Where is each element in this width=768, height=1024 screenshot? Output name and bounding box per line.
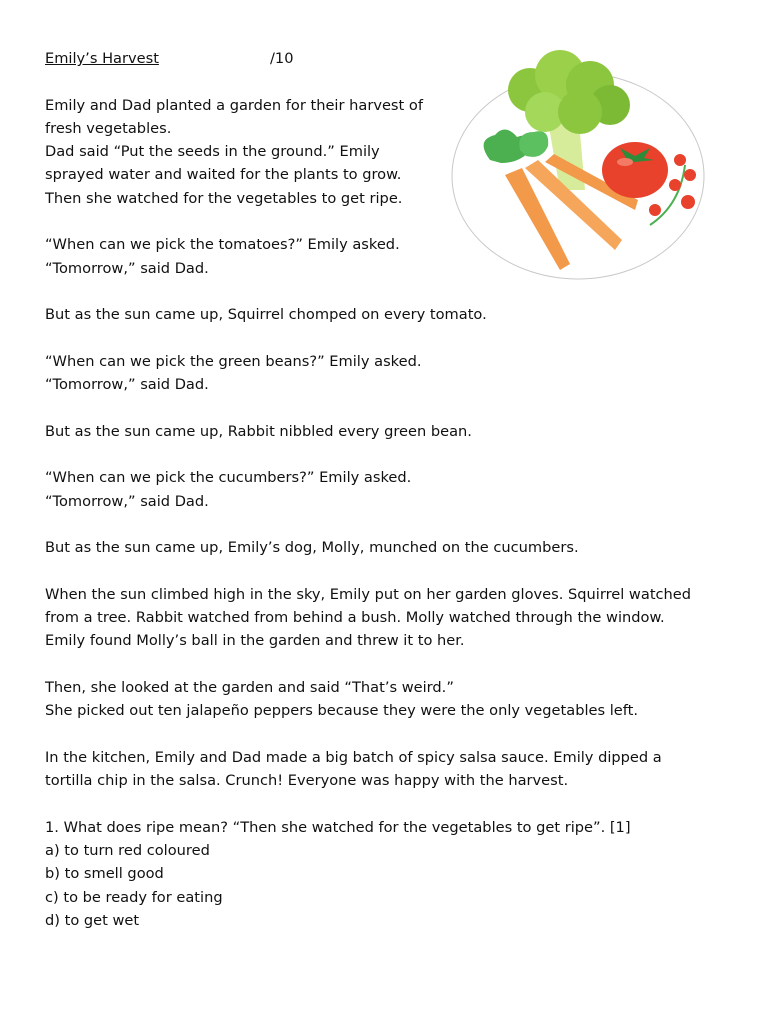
question-prompt: 1. What does ripe mean? “Then she watched for the vegetables to get ripe”. [1] [45,818,631,836]
story-paragraph [45,746,735,793]
story-paragraph [45,536,735,559]
spacer [45,396,735,419]
story-line: from a tree. Rabbit watched from behind a bush. Molly watched through the window. [45,609,665,627]
story-line: Dad said “Put the seeds in the ground.” Emily [45,143,380,161]
story-line: “When can we pick the tomatoes?” Emily asked. [45,236,400,254]
story-line: But as the sun came up, Squirrel chomped on every tomato. [45,306,487,324]
story-paragraph [45,303,735,326]
story-line: “When can we pick the green beans?” Emily asked. [45,352,422,370]
answer-option: a) to turn red coloured [45,842,210,860]
story-paragraph [45,676,735,723]
story-paragraph [45,420,735,443]
answer-option: d) to get wet [45,911,140,929]
story-line: Then, she looked at the garden and said “That’s weird.” [45,679,454,697]
spacer [45,723,735,746]
story-line: sprayed water and waited for the plants to grow. [45,166,402,184]
spacer [45,443,735,466]
spacer [45,560,735,583]
story-paragraph [45,466,735,513]
answer-option: c) to be ready for eating [45,888,223,906]
story-line: Emily and Dad planted a garden for their harvest of [45,96,423,114]
story-paragraph [45,350,735,397]
story-line: Emily found Molly’s ball in the garden and threw it to her. [45,632,465,650]
answer-option: b) to smell good [45,865,164,883]
tomato-icon [602,142,668,198]
story-paragraph [45,583,735,653]
story-line: fresh vegetables. [45,119,172,137]
answer-options [45,839,735,932]
spacer [45,327,735,350]
spacer [45,513,735,536]
spacer [45,793,735,816]
worksheet-title: Emily’s Harvest [45,50,159,67]
score-field: /10 [270,50,294,67]
story-line: When the sun climbed high in the sky, Emily put on her garden gloves. Squirrel watched [45,585,692,603]
vegetable-plate-illustration [450,50,716,286]
story-line: But as the sun came up, Rabbit nibbled every green bean. [45,422,472,440]
story-line: But as the sun came up, Emily’s dog, Molly, munched on the cucumbers. [45,539,579,557]
question-1 [45,816,735,932]
story-line: In the kitchen, Emily and Dad made a big batch of spicy salsa sauce. Emily dipped a [45,748,662,766]
story-line: “Tomorrow,” said Dad. [45,259,209,277]
story-line: Then she watched for the vegetables to get ripe. [45,189,403,207]
spacer [45,653,735,676]
story-line: “Tomorrow,” said Dad. [45,376,209,394]
story-line: tortilla chip in the salsa. Crunch! Everyone was happy with the harvest. [45,772,569,790]
story-line: “When can we pick the cucumbers?” Emily asked. [45,469,412,487]
story-line: “Tomorrow,” said Dad. [45,492,209,510]
story-line: She picked out ten jalapeño peppers because they were the only vegetables left. [45,702,639,720]
